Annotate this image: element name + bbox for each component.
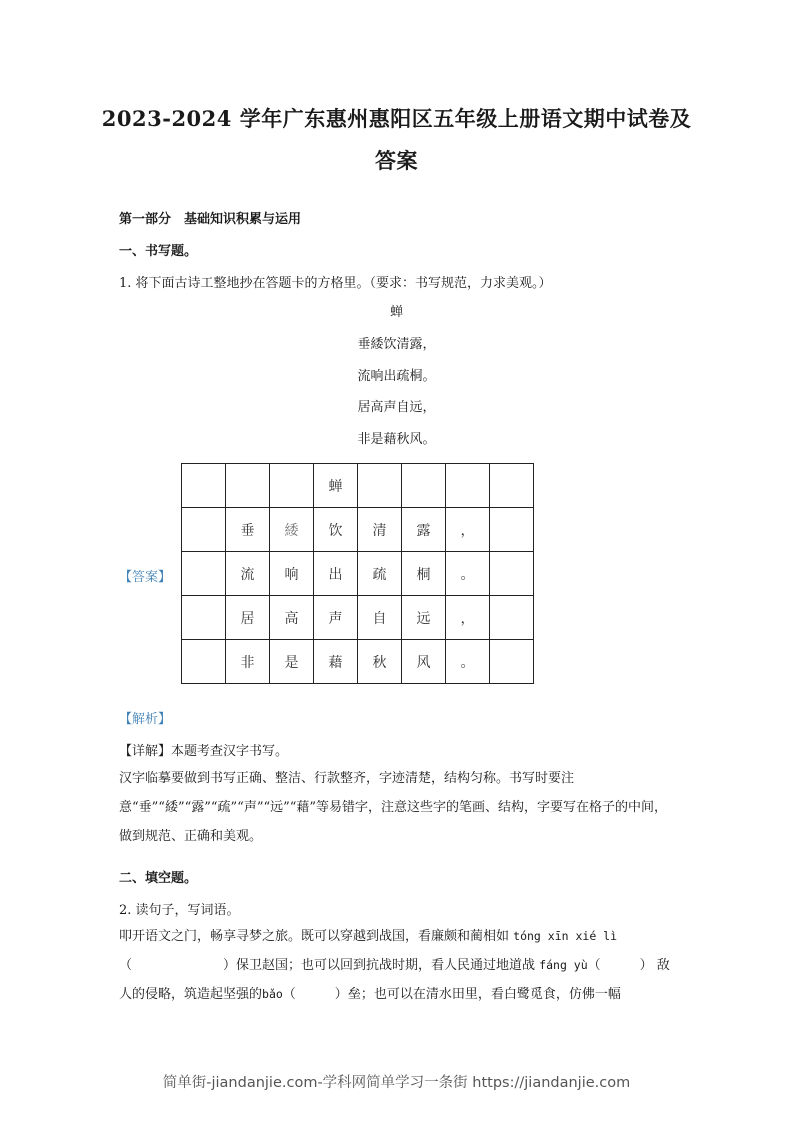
question-2-prompt: 2. 读句子，写词语。 (119, 903, 240, 918)
passage-text: 叩开语文之门，畅享寻梦之旅。既可以穿越到战国，看廉颇和蔺相如 (119, 929, 510, 944)
grid-cell: 清 (358, 508, 402, 552)
analysis-label: 【解析】 (119, 712, 172, 727)
grid-cell: ， (446, 508, 490, 552)
poem-title: 蝉 (389, 305, 403, 320)
section2-heading: 二、填空题。 (119, 871, 198, 886)
grid-cell: 响 (270, 552, 314, 596)
grid-cell: 露 (402, 508, 446, 552)
answer-blank[interactable]: （ ） (282, 987, 348, 1002)
grid-cell: 。 (446, 640, 490, 684)
answer-blank[interactable]: （ ） (587, 958, 653, 973)
grid-cell: 居 (226, 596, 270, 640)
grid-cell: 疏 (358, 552, 402, 596)
grid-cell: 桐 (402, 552, 446, 596)
grid-row (182, 464, 534, 508)
section1-heading: 一、书写题。 (119, 244, 198, 259)
grid-cell: 出 (314, 552, 358, 596)
grid-cell: 非 (226, 640, 270, 684)
grid-cell: 高 (270, 596, 314, 640)
poem-line: 垂緌饮清露， (357, 337, 436, 352)
grid-cell: 流 (226, 552, 270, 596)
grid-cell (490, 464, 534, 508)
answer-grid (181, 463, 534, 684)
answer-blank[interactable]: （ ） (119, 958, 237, 973)
grid-row (182, 552, 534, 596)
grid-cell: 风 (402, 640, 446, 684)
grid-cell (182, 552, 226, 596)
grid-cell (490, 640, 534, 684)
poem-line: 流响出疏桐。 (357, 369, 436, 384)
grid-row (182, 640, 534, 684)
passage-text: 垒；也可以在清水田里，看白鹭觅食，仿佛一幅 (347, 987, 621, 1002)
poem-line: 居高声自远， (357, 400, 436, 415)
grid-row (182, 508, 534, 552)
grid-cell: 秋 (358, 640, 402, 684)
pinyin-hint: fáng yù (539, 958, 588, 972)
grid-cell (182, 640, 226, 684)
watermark-footer: 简单街-jiandanjie.com-学科网简单学习一条街 https://jiandanjie.com (162, 1075, 631, 1091)
part-heading: 第一部分 基础知识积累与运用 (119, 212, 302, 227)
grid-cell: 远 (402, 596, 446, 640)
grid-cell: 。 (446, 552, 490, 596)
grid-cell (358, 464, 402, 508)
passage-text: 敌人的侵略，筑造起坚强的 (119, 958, 670, 1002)
grid-cell (490, 596, 534, 640)
grid-cell (226, 464, 270, 508)
grid-cell: 自 (358, 596, 402, 640)
explanation-paragraph: 汉字临摹要做到书写正确、整洁、行款整齐，字迹清楚，结构匀称。书写时要注意“垂”“緌”“露”“疏”“声”“远”“藉”等易错字，注意这些字的笔画、结构，字要写在格子的中间，做到规范、正确和美观。 (119, 771, 668, 844)
pinyin-hint: tóng xīn xié lì (513, 929, 618, 943)
document-title-line-1: 2023-2024 学年广东惠州惠阳区五年级上册语文期中试卷及 (101, 106, 692, 131)
grid-cell (270, 464, 314, 508)
grid-cell: 蝉 (314, 464, 358, 508)
detail-line: 【详解】本题考查汉字书写。 (119, 744, 289, 759)
grid-cell: ， (446, 596, 490, 640)
document-title-line-2: 答案 (375, 148, 418, 173)
grid-cell (182, 464, 226, 508)
question-2-passage (119, 922, 679, 1009)
grid-cell (182, 596, 226, 640)
grid-cell: 藉 (314, 640, 358, 684)
grid-row (182, 596, 534, 640)
passage-text: 保卫赵国；也可以回到抗战时期，看人民通过地道战 (236, 958, 536, 973)
grid-cell (402, 464, 446, 508)
grid-cell: 声 (314, 596, 358, 640)
grid-cell (182, 508, 226, 552)
pinyin-hint: bǎo (262, 987, 283, 1001)
grid-cell: 饮 (314, 508, 358, 552)
grid-cell: 緌 (270, 508, 314, 552)
grid-cell (490, 508, 534, 552)
question-1-prompt: 1. 将下面古诗工整地抄在答题卡的方格里。（要求：书写规范，力求美观。） (119, 276, 552, 291)
grid-cell: 是 (270, 640, 314, 684)
grid-cell (446, 464, 490, 508)
answer-label: 【答案】 (119, 570, 172, 585)
grid-cell (490, 552, 534, 596)
poem-line: 非是藉秋风。 (357, 432, 436, 447)
grid-cell: 垂 (226, 508, 270, 552)
